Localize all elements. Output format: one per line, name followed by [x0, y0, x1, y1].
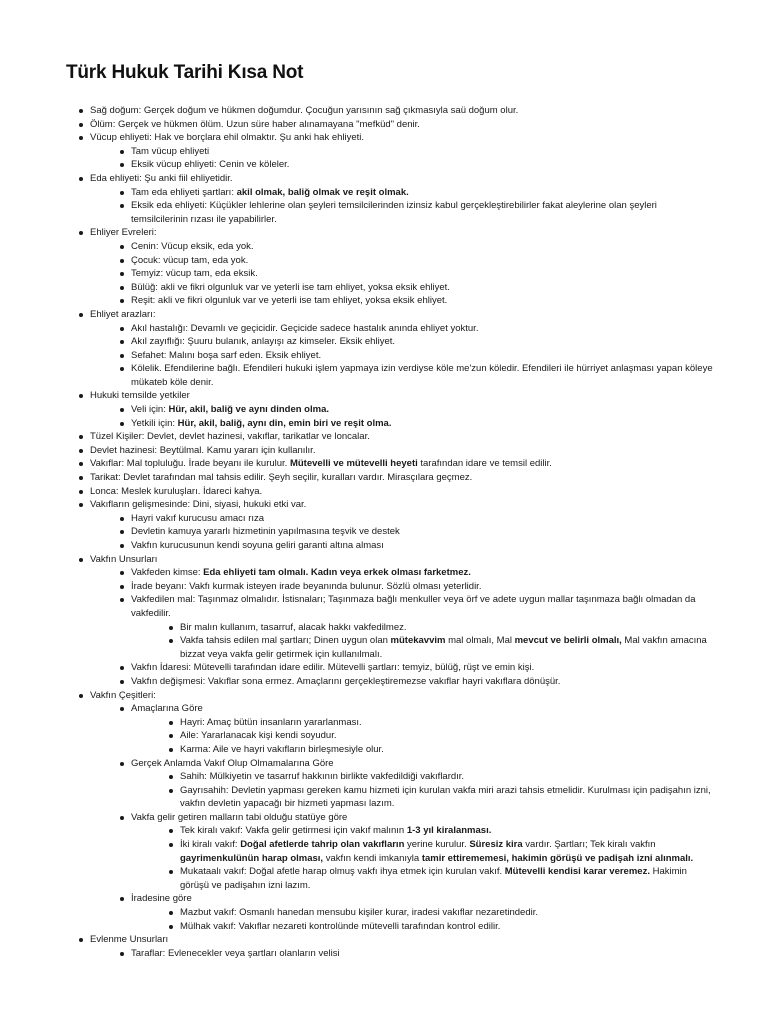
- item-text: Mal vakfın amacına bizzat veya vakfa gelir getirmek için kullanılmalı.: [180, 635, 707, 660]
- bullet-icon: [79, 938, 83, 942]
- list-item: [66, 811, 716, 825]
- item-text: Cenin: Vücup eksik, eda yok.: [131, 240, 254, 252]
- bullet-icon: [169, 829, 173, 833]
- bullet-icon: [120, 517, 124, 521]
- item-text: Akıl zayıflığı: Şuuru bulanık, anlayışı az kimseler. Eksik ehliyet.: [131, 336, 396, 348]
- bullet-icon: [120, 327, 124, 331]
- bullet-list-level-2: [66, 661, 716, 688]
- bullet-icon: [79, 490, 83, 494]
- bullet-icon: [120, 340, 124, 344]
- bullet-list-level-3: [66, 906, 716, 933]
- item-text: Reşit: akli ve fikri olgunluk var ve yeterli ise tam ehliyet, yoksa eksik ehliyet.: [131, 295, 448, 307]
- bullet-icon: [169, 789, 173, 793]
- document-title: Türk Hukuk Tarihi Kısa Not: [66, 62, 304, 83]
- bullet-icon: [169, 911, 173, 915]
- list-item: [66, 172, 716, 186]
- list-item: [66, 566, 716, 580]
- item-text: Vakfın değişmesi: Vakıflar sona ermez. Amaçlarını gerçekleştiremezse vakıflar hayri vakıflara dönüşür.: [131, 675, 561, 687]
- item-text: Hayri vakıf kurucusu amacı rıza: [131, 512, 265, 524]
- list-item: [66, 417, 716, 431]
- bullet-list-level-1: [66, 430, 716, 512]
- list-item: [66, 430, 716, 444]
- item-text: Vakfın İdaresi: Mütevelli tarafından idare edilir. Mütevelli şartları: temyiz, bülüğ, rüşt ve emin kişi.: [131, 662, 535, 674]
- list-item: [66, 294, 716, 308]
- bullet-list-level-1: [66, 172, 716, 186]
- list-item: [66, 322, 716, 336]
- list-item: [66, 131, 716, 145]
- bullet-icon: [79, 503, 83, 507]
- bullet-list-level-2: [66, 403, 716, 430]
- list-item: [66, 621, 716, 635]
- list-item: [66, 920, 716, 934]
- item-text: Vakfedilen mal: Taşınmaz olmalıdır. İstisnaları; Taşınmaza bağlı menkuller veya örf ve adete uygun mallar taşınmaza bağlı olmadan da vakfedilir.: [131, 594, 696, 619]
- bullet-icon: [79, 123, 83, 127]
- item-text: Tam vücup ehliyeti: [131, 145, 210, 157]
- list-item: [66, 865, 716, 892]
- bullet-icon: [120, 585, 124, 589]
- item-text: Lonca: Meslek kuruluşları. İdareci kahya.: [90, 485, 263, 497]
- bullet-icon: [120, 952, 124, 956]
- item-text: Gayrısahih: Devletin yapması gereken kamu hizmeti için kurulan vakfa miri arazi tahsis etmelidir. Kurulması için padişahın izni, vakfın devletin yapacağı bir hizmeti yapması lazım.: [180, 784, 711, 810]
- bullet-icon: [169, 734, 173, 738]
- bullet-icon: [120, 897, 124, 901]
- bold-text: Süresiz kira: [469, 839, 523, 851]
- list-item: [66, 199, 716, 226]
- list-item: [66, 634, 716, 661]
- bold-text: mütekavvim: [390, 635, 446, 647]
- bullet-icon: [120, 762, 124, 766]
- item-text: vardır. Şartları; Tek kiralı vakfın: [522, 839, 656, 851]
- item-text: Ehliyer Evreleri:: [90, 227, 157, 239]
- list-item: [66, 593, 716, 620]
- bullet-icon: [79, 476, 83, 480]
- list-item: [66, 267, 716, 281]
- list-item: [66, 757, 716, 771]
- item-text: Vakıflar: Mal topluluğu. İrade beyanı ile kurulur.: [90, 458, 290, 470]
- list-item: [66, 158, 716, 172]
- item-text: Ehliyet arazları:: [90, 308, 156, 320]
- bullet-list-level-2: [66, 145, 716, 172]
- item-text: İki kiralı vakıf:: [180, 839, 241, 851]
- bold-text: akil olmak, baliğ olmak ve reşit olmak.: [236, 186, 409, 198]
- list-item: [66, 675, 716, 689]
- list-item: [66, 362, 716, 389]
- bullet-list-level-1: [66, 553, 716, 567]
- list-item: [66, 226, 716, 240]
- list-item: [66, 553, 716, 567]
- bullet-icon: [79, 694, 83, 698]
- list-item: [66, 444, 716, 458]
- bullet-list-level-3: [66, 770, 716, 811]
- list-item: [66, 498, 716, 512]
- bullet-icon: [120, 422, 124, 426]
- list-item: [66, 702, 716, 716]
- bullet-icon: [120, 259, 124, 263]
- bullet-icon: [120, 150, 124, 154]
- bullet-list-level-1: [66, 689, 716, 703]
- item-text: Veli için:: [131, 404, 169, 416]
- item-text: Tüzel Kişiler: Devlet, devlet hazinesi, vakıflar, tarikatlar ve loncalar.: [90, 431, 370, 443]
- item-text: Devlet hazinesi: Beytülmal. Kamu yararı için kullanılır.: [90, 444, 316, 456]
- list-item: [66, 716, 716, 730]
- bullet-list-level-1: [66, 226, 716, 240]
- bullet-icon: [79, 462, 83, 466]
- bold-text: Mütevelli ve mütevelli heyeti: [289, 458, 418, 470]
- bullet-icon: [79, 435, 83, 439]
- item-text: Eksik vücup ehliyeti: Cenin ve köleler.: [131, 159, 290, 171]
- bullet-list-level-2: [66, 186, 716, 227]
- bullet-list-level-1: [66, 389, 716, 403]
- item-text: Sahih: Mülkiyetin ve tasarruf hakkının birlikte vakfedildiği vakıflardır.: [180, 771, 465, 783]
- item-text: Vakfın Unsurları: [90, 553, 158, 565]
- item-text: Vakfa gelir getiren malların tabi olduğu statüye göre: [131, 811, 348, 823]
- list-item: [66, 512, 716, 526]
- item-text: yerine kurulur.: [404, 839, 470, 851]
- list-item: [66, 539, 716, 553]
- bullet-icon: [169, 843, 173, 847]
- bullet-icon: [79, 449, 83, 453]
- list-item: [66, 729, 716, 743]
- document-page: [66, 62, 716, 960]
- bold-text: Hür, akil, baliğ ve aynı dinden olma.: [168, 404, 329, 416]
- bullet-icon: [79, 136, 83, 140]
- bullet-icon: [120, 680, 124, 684]
- bullet-icon: [120, 354, 124, 358]
- list-item: [66, 784, 716, 811]
- bullet-icon: [120, 530, 124, 534]
- item-text: Akıl hastalığı: Devamlı ve geçicidir. Geçicide sadece hastalık anında ehliyet yoktur.: [131, 322, 479, 334]
- item-text: Tarikat: Devlet tarafından mal tahsis edilir. Şeyh seçilir, kuralları vardır. Mirasçılara geçmez.: [90, 472, 473, 484]
- bullet-icon: [169, 748, 173, 752]
- bullet-icon: [120, 286, 124, 290]
- bullet-icon: [120, 191, 124, 195]
- list-item: [66, 525, 716, 539]
- list-item: [66, 485, 716, 499]
- bullet-list-level-2: [66, 512, 716, 553]
- bullet-icon: [169, 721, 173, 725]
- item-text: Vakıfların gelişmesinde: Dini, siyasi, hukuki etki var.: [90, 499, 307, 511]
- bullet-list-level-2: [66, 947, 716, 961]
- list-item: [66, 349, 716, 363]
- item-text: Amaçlarına Göre: [131, 703, 203, 715]
- bullet-list-level-1: [66, 104, 716, 145]
- bullet-icon: [120, 666, 124, 670]
- bullet-icon: [120, 571, 124, 575]
- item-text: Sağ doğum: Gerçek doğum ve hükmen doğumdur. Çocuğun yarısının sağ çıkmasıyla saü doğum olur.: [90, 105, 519, 116]
- list-item: [66, 145, 716, 159]
- item-text: Çocuk: vücup tam, eda yok.: [131, 254, 249, 266]
- bullet-list-level-3: [66, 621, 716, 662]
- bullet-list-level-2: [66, 240, 716, 308]
- bullet-icon: [120, 598, 124, 602]
- item-text: İrade beyanı: Vakfı kurmak isteyen irade beyanında bulunur. Sözlü olması yeterlidir.: [131, 580, 482, 592]
- list-item: [66, 457, 716, 471]
- list-item: [66, 824, 716, 838]
- list-item: [66, 947, 716, 961]
- bold-text: 1-3 yıl kiralanması.: [406, 825, 492, 837]
- bullet-icon: [120, 367, 124, 371]
- list-item: [66, 838, 716, 865]
- list-item: [66, 892, 716, 906]
- bullet-icon: [120, 408, 124, 412]
- item-text: Eksik eda ehliyeti: Küçükler lehlerine olan şeyleri temsilcilerinden izinsiz kabul gerçekleştirebilirler fakat aleylerine olan şeyleri temsilcilerinin rızası ile yapabilirler.: [131, 200, 657, 225]
- bold-text: Mütevelli kendisi karar veremez.: [504, 866, 650, 878]
- item-text: Vücup ehliyeti: Hak ve borçlara ehil olmaktır. Şu anki hak ehliyeti.: [90, 132, 365, 144]
- item-text: Gerçek Anlamda Vakıf Olup Olmamalarına Göre: [131, 757, 334, 769]
- item-text: mal olmalı, Mal: [445, 635, 515, 647]
- bullet-icon: [79, 394, 83, 398]
- item-text: Temyiz: vücup tam, eda eksik.: [131, 268, 258, 280]
- item-text: Vakfın Çeşitleri:: [90, 689, 156, 701]
- bullet-icon: [120, 272, 124, 276]
- list-item: [66, 308, 716, 322]
- item-text: Ölüm: Gerçek ve hükmen ölüm. Uzun süre haber alınamayana "mefküd" denir.: [90, 118, 420, 130]
- item-text: Hukuki temsilde yetkiler: [90, 390, 190, 402]
- bullet-icon: [79, 231, 83, 235]
- item-text: Hayri: Amaç bütün insanların yararlanması.: [180, 716, 362, 728]
- item-text: Aile: Yararlanacak kişi kendi soyudur.: [180, 730, 337, 742]
- item-text: Eda ehliyeti: Şu anki fiil ehliyetidir.: [90, 172, 233, 184]
- list-item: [66, 661, 716, 675]
- item-text: Mazbut vakıf: Osmanlı hanedan mensubu kişiler kurar, iradesi vakıflar nezaretindedir.: [180, 907, 539, 919]
- list-item: [66, 335, 716, 349]
- item-text: Hakimin görüşü ve padişahın izni lazım.: [180, 866, 687, 891]
- item-text: Taraflar: Evlenecekler veya şartları olanların velisi: [131, 947, 340, 959]
- bullet-icon: [120, 816, 124, 820]
- bullet-icon: [120, 204, 124, 208]
- bold-text: mevcut ve belirli olmalı,: [514, 635, 622, 647]
- bold-text: tamir ettirememesi, hakimin görüşü ve padişah izni alınmalı.: [421, 852, 694, 864]
- bullet-list-level-2: [66, 566, 716, 620]
- list-item: [66, 933, 716, 947]
- item-text: tarafından idare ve temsil edilir.: [417, 458, 552, 470]
- item-text: Devletin kamuya yararlı hizmetinin yapılmasına teşvik ve destek: [131, 526, 400, 538]
- bold-text: Doğal afetlerde tahrip olan vakıfların: [240, 839, 405, 851]
- bullet-icon: [169, 870, 173, 874]
- bullet-list-level-3: [66, 824, 716, 892]
- bullet-icon: [120, 544, 124, 548]
- bullet-list-level-3: [66, 716, 716, 757]
- item-text: Vakfeden kimse:: [131, 567, 204, 579]
- list-item: [66, 281, 716, 295]
- bullet-icon: [120, 299, 124, 303]
- bullet-icon: [79, 109, 83, 113]
- list-item: [66, 389, 716, 403]
- bullet-icon: [169, 639, 173, 643]
- bullet-icon: [79, 558, 83, 562]
- bullet-list-level-2: [66, 811, 716, 825]
- bullet-icon: [169, 626, 173, 630]
- bold-text: Eda ehliyeti tam olmalı. Kadın veya erkek olması farketmez.: [203, 567, 471, 579]
- list-item: [66, 186, 716, 200]
- bullet-icon: [169, 775, 173, 779]
- list-item: [66, 770, 716, 784]
- list-item: [66, 254, 716, 268]
- bold-text: gayrimenkulünün harap olması,: [180, 852, 324, 864]
- bullet-list-level-2: [66, 757, 716, 771]
- bullet-icon: [79, 313, 83, 317]
- item-text: Tek kiralı vakıf: Vakfa gelir getirmesi için vakıf malının: [180, 825, 407, 837]
- list-item: [66, 240, 716, 254]
- list-item: [66, 104, 716, 118]
- item-text: Vakfın kurucusunun kendi soyuna geliri garanti altına alması: [131, 540, 384, 551]
- item-text: Kölelik. Efendilerine bağlı. Efendileri hukuki işlem yapmaya izin verdiyse köle me'zun köledir. Efendileri ile hürriyet anlaşması yapan köleye mükateb köle denir.: [131, 363, 713, 388]
- list-item: [66, 471, 716, 485]
- list-item: [66, 403, 716, 417]
- item-text: Mülhak vakıf: Vakıflar nezareti kontrolünde mütevelli tarafından kontrol edilir.: [180, 920, 501, 932]
- bullet-icon: [120, 707, 124, 711]
- bullet-icon: [120, 163, 124, 167]
- item-text: Yetkili için:: [131, 417, 178, 429]
- bold-text: Hür, akil, baliğ, aynı din, emin biri ve reşit olma.: [177, 417, 392, 429]
- item-text: Mukataalı vakıf: Doğal afetle harap olmuş vakfı ihya etmek için kurulan vakıf.: [180, 866, 505, 878]
- item-text: Bülüğ: akli ve fikri olgunluk var ve yeterli ise tam ehliyet, yoksa eksik ehliyet.: [131, 281, 450, 293]
- list-item: [66, 118, 716, 132]
- notes-outline: [66, 104, 716, 960]
- list-item: [66, 689, 716, 703]
- bullet-list-level-2: [66, 892, 716, 906]
- item-text: Karma: Aile ve hayri vakıfların birleşmesiyle olur.: [180, 743, 384, 755]
- item-text: Bir malın kullanım, tasarruf, alacak hakkı vakfedilmez.: [180, 621, 407, 633]
- bullet-list-level-1: [66, 308, 716, 322]
- list-item: [66, 906, 716, 920]
- bullet-icon: [79, 177, 83, 181]
- bullet-list-level-2: [66, 702, 716, 716]
- list-item: [66, 743, 716, 757]
- item-text: Tam eda ehliyeti şartları:: [131, 186, 237, 198]
- item-text: Vakfa tahsis edilen mal şartları; Dinen uygun olan: [180, 635, 391, 647]
- list-item: [66, 580, 716, 594]
- item-text: Sefahet: Malını boşa sarf eden. Eksik ehliyet.: [131, 349, 322, 361]
- item-text: Evlenme Unsurları: [90, 934, 169, 946]
- bullet-icon: [169, 925, 173, 929]
- item-text: İradesine göre: [131, 893, 192, 905]
- item-text: vakfın kendi imkanıyla: [323, 852, 422, 864]
- bullet-list-level-2: [66, 322, 716, 390]
- bullet-list-level-1: [66, 933, 716, 947]
- bullet-icon: [120, 245, 124, 249]
